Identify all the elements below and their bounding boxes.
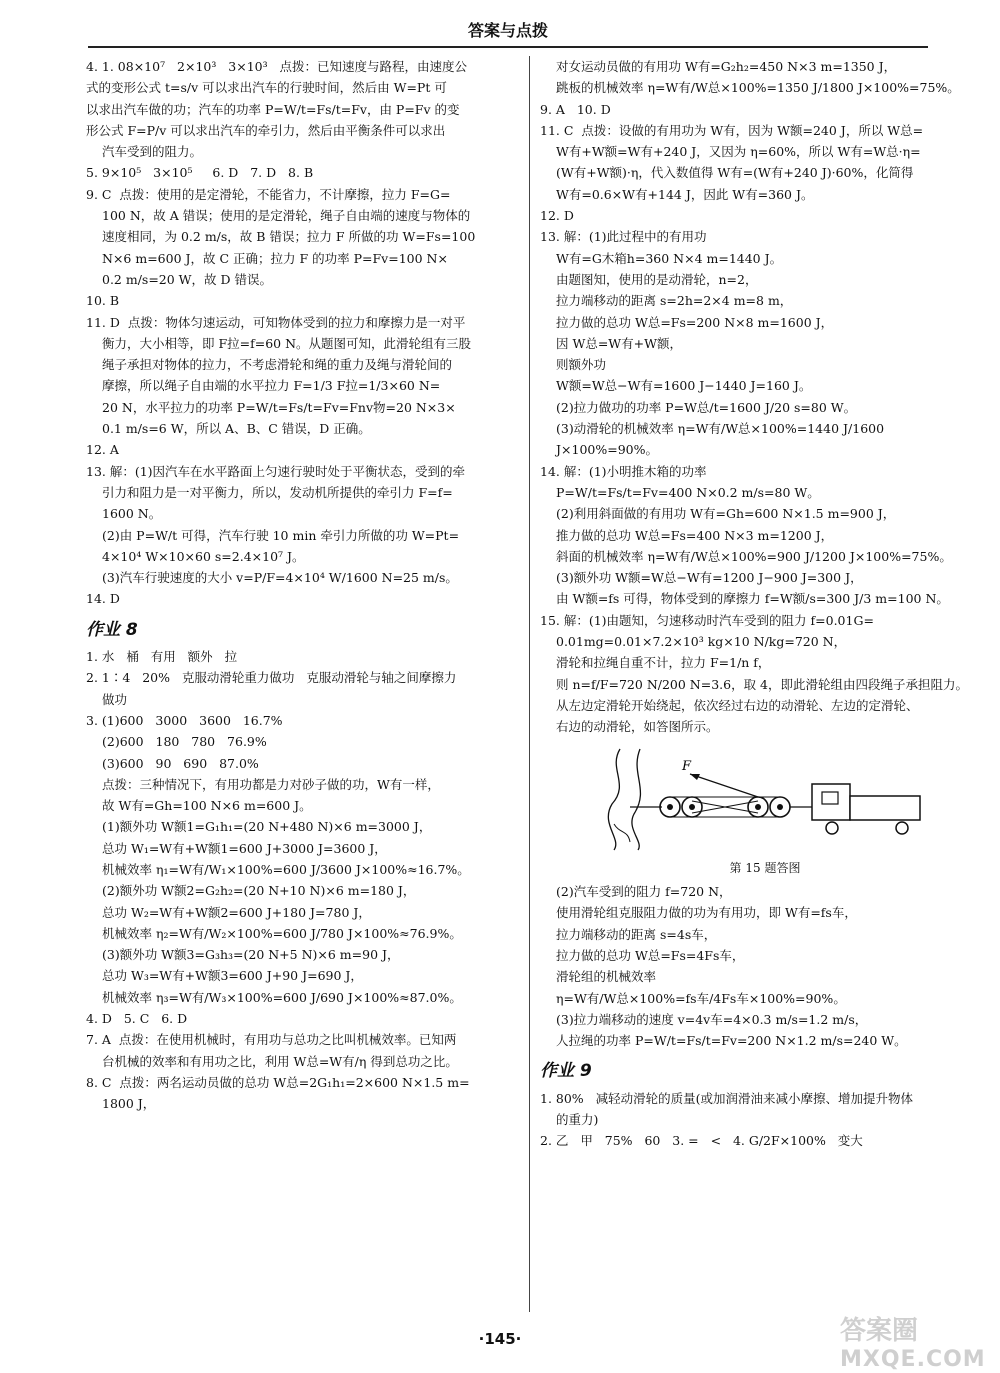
- text-line: (3)额外功 W额3=G₃h₃=(20 N+5 N)×6 m=90 J，: [102, 947, 400, 963]
- text-line: 总功 W₁=W有+W额1=600 J+3000 J=3600 J，: [102, 840, 387, 856]
- right-column: [540, 56, 988, 1152]
- text-line: 4. D 5. C 6. D: [86, 1011, 188, 1027]
- text-line: 14. D: [86, 591, 120, 607]
- text-line: 20 N，水平拉力的功率 P=W/t=Fs/t=Fv=Fnv物=20 N×3×: [102, 399, 456, 415]
- section-heading: 作业 9: [540, 1061, 592, 1082]
- text-line: 12. D: [540, 208, 574, 224]
- text-line: (2)利用斜面做的有用功 W有=Gh=600 N×1.5 m=900 J，: [556, 506, 896, 522]
- text-line: 由题图知，使用的是动滑轮，n=2，: [556, 271, 758, 287]
- page-header: [88, 8, 928, 48]
- text-line: 则额外功: [556, 357, 607, 373]
- text-line: 11. C 点拨：设做的有用功为 W有，因为 W额=240 J，所以 W总=: [540, 122, 924, 138]
- text-line: 滑轮和拉绳自重不计，拉力 F=1/n f，: [556, 655, 771, 671]
- text-line: 拉力做的总功 W总=Fs=4Fs车，: [556, 947, 745, 963]
- text-line: (W有+W额)·η，代入数值得 W有=(W有+240 J)·60%，化简得: [556, 165, 914, 181]
- text-line: 台机械的效率和有用功之比，利用 W总=W有/η 得到总功之比。: [102, 1053, 458, 1069]
- text-line: 机械效率 η₂=W有/W₂×100%=600 J/780 J×100%≈76.9%。: [102, 925, 462, 941]
- text-line: 摩擦，所以绳子自由端的水平拉力 F=1/3 F拉=1/3×60 N=: [102, 378, 441, 394]
- text-line: (3)汽车行驶速度的大小 v=P/F=4×10⁴ W/1600 N=25 m/s。: [102, 570, 458, 586]
- text-line: 拉力做的总功 W总=Fs=200 N×8 m=1600 J，: [556, 314, 834, 330]
- text-line: 汽车受到的阻力。: [102, 144, 203, 160]
- text-line: W有=0.6×W有+144 J，因此 W有=360 J。: [556, 186, 814, 202]
- text-line: 拉力端移动的距离 s=2h=2×4 m=8 m，: [556, 293, 793, 309]
- text-line: 推力做的总功 W总=Fs=400 N×3 m=1200 J，: [556, 527, 834, 543]
- pulley-truck-figure: [600, 744, 930, 880]
- text-line: 0.1 m/s=6 W，所以 A、B、C 错误，D 正确。: [102, 421, 371, 437]
- text-line: 点拨：三种情况下，有用功都是力对砂子做的功，W有一样，: [102, 776, 440, 792]
- text-line: 2. 1∶4 20% 克服动滑轮重力做功 克服动滑轮与轴之间摩擦力: [86, 670, 457, 686]
- text-line: 13. 解：(1)因汽车在水平路面上匀速行驶时处于平衡状态，受到的牵: [86, 463, 466, 479]
- text-line: 机械效率 η₃=W有/W₃×100%=600 J/690 J×100%≈87.0%。: [102, 989, 462, 1005]
- text-line: 7. A 点拨：在使用机械时，有用功与总功之比叫机械效率。已知两: [86, 1032, 457, 1048]
- text-line: 对女运动员做的有用功 W有=G₂h₂=450 N×3 m=1350 J，: [556, 59, 897, 74]
- text-line: 13. 解：(1)此过程中的有用功: [540, 229, 707, 245]
- text-line: 1600 N。: [102, 506, 162, 522]
- text-line: 由 W额=fs 可得，物体受到的摩擦力 f=W额/s=300 J/3 m=100 N。: [556, 591, 949, 607]
- text-line: 绳子承担对物体的拉力，不考虑滑轮和绳的重力及绳与滑轮间的: [102, 357, 453, 373]
- text-line: P=W/t=Fs/t=Fv=400 N×0.2 m/s=80 W。: [556, 484, 820, 500]
- text-line: 4×10⁴ W×10×60 s=2.4×10⁷ J。: [102, 548, 305, 564]
- text-line: 则 n=f/F=720 N/200 N=3.6，取 4，即此滑轮组由四段绳子承担阻力。: [556, 676, 969, 692]
- text-line: 9. C 点拨：使用的是定滑轮，不能省力，不计摩擦，拉力 F=G=: [86, 186, 451, 202]
- text-line: (2)由 P=W/t 可得，汽车行驶 10 min 牵引力所做的功 W=Pt=: [102, 527, 460, 543]
- text-line: (1)额外功 W额1=G₁h₁=(20 N+480 N)×6 m=3000 J，: [102, 819, 432, 835]
- right-column-part-a: [540, 56, 988, 738]
- force-label: F: [682, 758, 692, 774]
- header-title: 答案与点拨: [467, 21, 548, 40]
- text-line: 1. 80% 减轻动滑轮的质量(或加润滑油来减小摩擦、增加提升物体: [540, 1090, 913, 1106]
- text-line: (3)600 90 690 87.0%: [102, 755, 259, 771]
- text-line: 0.01mg=0.01×7.2×10³ kg×10 N/kg=720 N，: [556, 634, 847, 650]
- section-heading: 作业 8: [86, 619, 138, 640]
- text-line: 斜面的机械效率 η=W有/W总×100%=900 J/1200 J×100%=75%。: [556, 548, 952, 564]
- watermark-logo: 答案圈 MXQE.COM: [840, 1316, 986, 1372]
- text-line: 从左边定滑轮开始绕起，依次经过右边的动滑轮、左边的定滑轮、: [556, 697, 919, 713]
- text-line: 1800 J，: [102, 1096, 156, 1112]
- text-line: 拉力端移动的距离 s=4s车，: [556, 926, 717, 942]
- text-line: 12. A: [86, 442, 119, 458]
- text-line: 8. C 点拨：两名运动员做的总功 W总=2G₁h₁=2×600 N×1.5 m=: [86, 1074, 470, 1090]
- text-line: 5. 9×10⁵ 3×10⁵ 6. D 7. D 8. B: [86, 165, 314, 181]
- text-line: 式的变形公式 t=s/v 可以求出汽车的行驶时间，然后由 W=Pt 可: [86, 80, 447, 96]
- text-line: 总功 W₃=W有+W额3=600 J+90 J=690 J，: [102, 968, 363, 984]
- text-line: 人拉绳的功率 P=W/t=Fs/t=Fv=200 N×1.2 m/s=240 W。: [556, 1033, 907, 1049]
- left-column: [86, 56, 526, 1115]
- text-line: (3)动滑轮的机械效率 η=W有/W总×100%=1440 J/1600 J×100%=90%。: [556, 421, 889, 458]
- text-line: 总功 W₂=W有+W额2=600 J+180 J=780 J，: [102, 904, 371, 920]
- text-line: 的重力): [556, 1112, 599, 1128]
- text-line: 速度相同，为 0.2 m/s，故 B 错误；拉力 F 所做的功 W=Fs=100: [102, 229, 476, 245]
- text-line: 因 W总=W有+W额，: [556, 335, 682, 351]
- text-line: 14. 解：(1)小明推木箱的功率: [540, 463, 707, 479]
- text-line: 15. 解：(1)由题知，匀速移动时汽车受到的阻力 f=0.01G=: [540, 612, 874, 628]
- pulley-diagram: [600, 744, 930, 852]
- text-line: 使用滑轮组克服阻力做的功为有用功，即 W有=fs车，: [556, 905, 857, 921]
- text-line: 1. 水 桶 有用 额外 拉: [86, 649, 238, 665]
- right-column-part-b: [540, 881, 988, 1152]
- text-line: W额=W总−W有=1600 J−1440 J=160 J。: [556, 378, 812, 394]
- text-line: 引力和阻力是一对平衡力，所以，发动机所提供的牵引力 F=f=: [102, 484, 453, 500]
- text-line: η=W有/W总×100%=fs车/4Fs车×100%=90%。: [556, 990, 846, 1006]
- text-line: (2)拉力做功的功率 P=W总/t=1600 J/20 s=80 W。: [556, 399, 857, 415]
- text-line: 跳板的机械效率 η=W有/W总×100%=1350 J/1800 J×100%=75%。: [556, 80, 960, 96]
- text-line: (2)汽车受到的阻力 f=720 N，: [556, 884, 732, 900]
- text-line: 右边的动滑轮，如答图所示。: [556, 719, 719, 735]
- text-line: 9. A 10. D: [540, 101, 611, 117]
- text-line: (2)额外功 W额2=G₂h₂=(20 N+10 N)×6 m=180 J，: [102, 883, 416, 899]
- text-line: 3. (1)600 3000 3600 16.7%: [86, 712, 283, 728]
- text-line: 100 N，故 A 错误；使用的是定滑轮，绳子自由端的速度与物体的: [102, 208, 471, 224]
- text-line: W有+W额=W有+240 J，又因为 η=60%，所以 W有=W总·η=: [556, 144, 921, 160]
- page-number: ·145·: [478, 1330, 522, 1348]
- text-line: N×6 m=600 J，故 C 正确；拉力 F 的功率 P=Fv=100 N×: [102, 250, 448, 266]
- text-line: 机械效率 η₁=W有/W₁×100%=600 J/3600 J×100%≈16.7%。: [102, 861, 470, 877]
- text-line: 做功: [102, 691, 128, 707]
- text-line: 2. 乙 甲 75% 60 3. = < 4. G/2F×100% 变大: [540, 1133, 863, 1149]
- text-line: 11. D 点拨：物体匀速运动，可知物体受到的拉力和摩擦力是一对平: [86, 314, 466, 330]
- text-line: 故 W有=Gh=100 N×6 m=600 J。: [102, 798, 312, 814]
- text-line: 0.2 m/s=20 W，故 D 错误。: [102, 271, 273, 287]
- text-line: 以求出汽车做的功；汽车的功率 P=W/t=Fs/t=Fv，由 P=Fv 的变: [86, 101, 460, 117]
- text-line: (3)额外功 W额=W总−W有=1200 J−900 J=300 J，: [556, 570, 863, 586]
- text-line: 衡力，大小相等，即 F拉=f=60 N。从题图可知，此滑轮组有三股: [102, 335, 472, 351]
- text-line: 滑轮组的机械效率: [556, 969, 657, 985]
- figure-caption: 第 15 题答图: [729, 860, 801, 875]
- text-line: 形公式 F=P/v 可以求出汽车的牵引力，然后由平衡条件可以求出: [86, 122, 446, 138]
- truck-bed: [850, 796, 920, 820]
- text-line: (3)拉力端移动的速度 v=4v车=4×0.3 m/s=1.2 m/s，: [556, 1011, 868, 1027]
- column-divider: [529, 56, 530, 1312]
- text-line: (2)600 180 780 76.9%: [102, 734, 267, 750]
- text-line: W有=G木箱h=360 N×4 m=1440 J。: [556, 250, 783, 266]
- text-line: 4. 1. 08×10⁷ 2×10³ 3×10³ 点拨：已知速度与路程，由速度公: [86, 59, 468, 74]
- text-line: 10. B: [86, 293, 120, 309]
